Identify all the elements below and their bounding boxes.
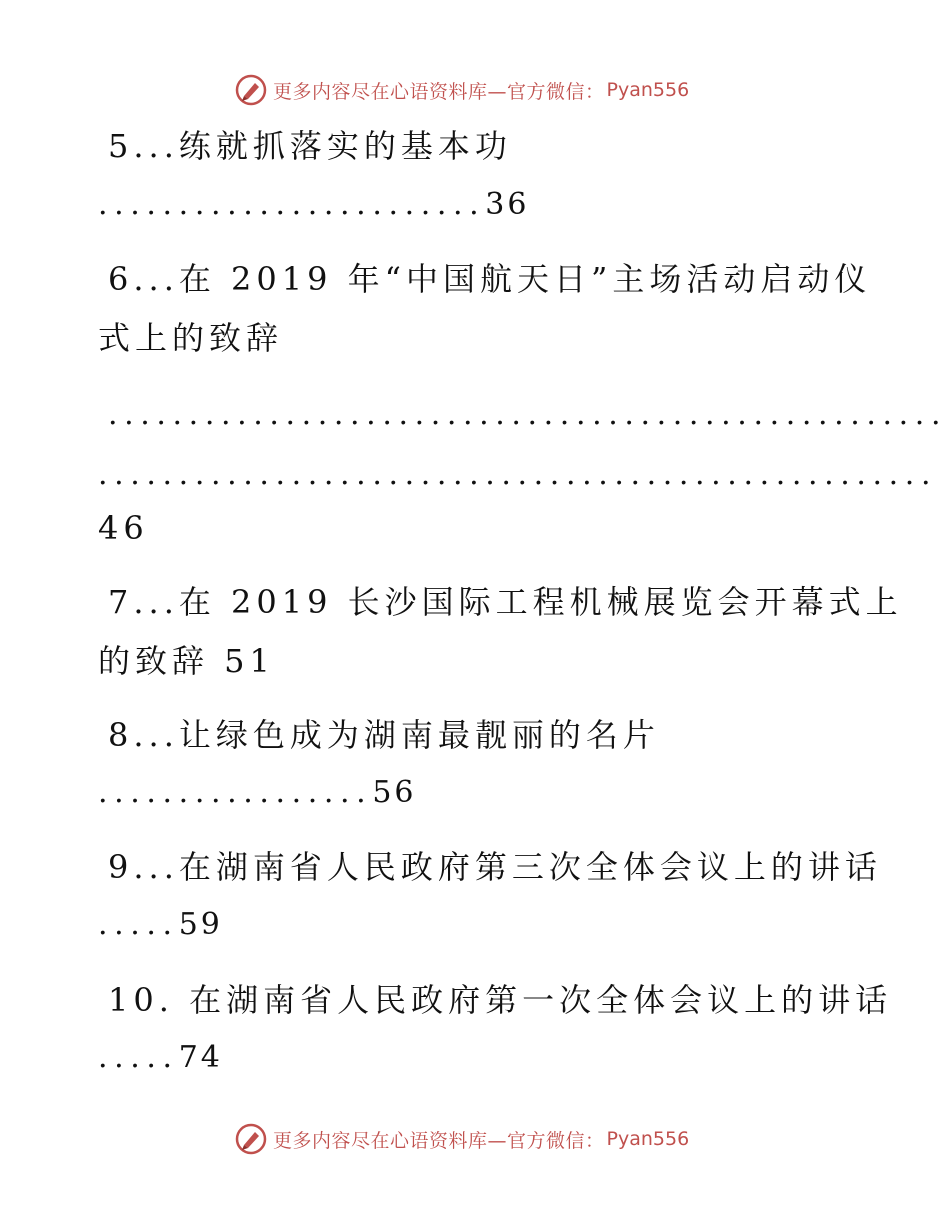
toc-entry-6-leader-1: .................................................... [108, 397, 948, 432]
toc-entry-9-page: 59 [178, 907, 223, 942]
toc-entry-6-title-line2: 式上的致辞 [98, 319, 284, 357]
toc-entry-5-title: 5...练就抓落实的基本功 [108, 127, 512, 165]
toc-entry-5-page: 36 [485, 187, 530, 222]
watermark-header [235, 72, 689, 108]
watermark-contact: Pyan556 [606, 1128, 690, 1150]
toc-dots: ..... [98, 907, 179, 942]
toc-entry-9-title: 9...在湖南省人民政府第三次全体会议上的讲话 [108, 848, 882, 886]
toc-entry-9-leader [98, 905, 223, 945]
toc-entry-5-leader [98, 185, 529, 225]
toc-dots: ..... [98, 1040, 179, 1075]
watermark-text: 更多内容尽在心语资料库—官方微信： [273, 80, 605, 103]
toc-entry-8-title: 8...让绿色成为湖南最靓丽的名片 [108, 716, 660, 754]
toc-entry-10-leader [98, 1038, 223, 1078]
watermark-footer [235, 1121, 689, 1157]
pen-logo-icon [235, 74, 267, 106]
toc-entry-10-title: 10. 在湖南省人民政府第一次全体会议上的讲话 [108, 981, 893, 1019]
toc-entry-8-leader [98, 773, 417, 813]
pen-logo-icon [235, 1123, 267, 1155]
toc-entry-8-page: 56 [372, 775, 417, 810]
toc-dots: ........................ [98, 187, 486, 222]
toc-entry-6-page: 46 [98, 509, 149, 547]
toc-entry-7-title-line1: 7...在 2019 长沙国际工程机械展览会开幕式上 [108, 583, 903, 621]
toc-entry-6-leader-2: .................................................... [98, 457, 938, 492]
toc-entry-10-page: 74 [178, 1040, 223, 1075]
toc-dots: ................. [98, 775, 373, 810]
toc-entry-7-title-line2: 的致辞 51 [98, 642, 275, 680]
watermark-contact: Pyan556 [606, 79, 690, 101]
toc-entry-6-title-line1: 6...在 2019 年“中国航天日”主场活动启动仪 [108, 260, 872, 298]
watermark-text: 更多内容尽在心语资料库—官方微信： [273, 1129, 605, 1152]
